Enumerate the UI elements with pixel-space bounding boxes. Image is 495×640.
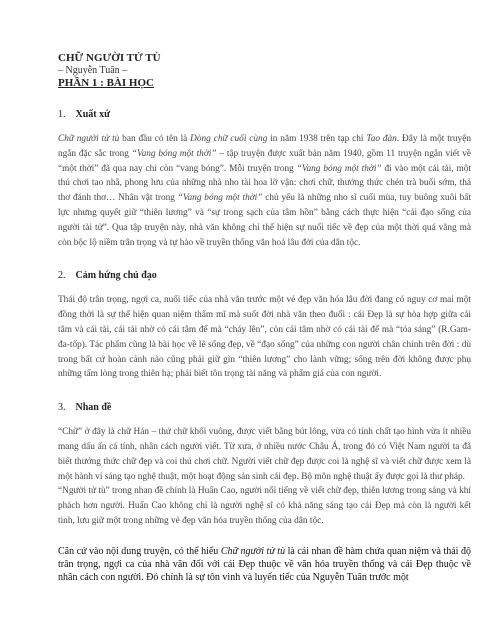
origin-paragraph bbox=[58, 132, 471, 250]
text-run: – tập truyện được xuất bản năm 1940, gồm 11 truyện ngắn viết về “một thời” đã qua nay chỉ còn “vang bóng”. Mỗi truyện trong bbox=[58, 148, 472, 174]
text-run: chủ yếu là những nho sĩ cuối mùa, tuy buông xuôi bất lực nhưng quyết giữ “thiên lương” và “sự trong sạch của tâm hồn” bằng cách thực hiện “cái đạo sống của người tài tử”. Qua tập truyện này, nhà văn không chỉ thể hiện sự nuối tiếc về đẹp của một thời quá vãng mà còn bộc lộ niềm trân trọng và tự hào về truyền thống văn hoá lâu đời của dân tộc. bbox=[58, 193, 471, 248]
section-title: Nhan đề bbox=[75, 402, 112, 414]
work-title: Chữ người tử tù bbox=[220, 545, 286, 557]
section-heading-inspiration bbox=[58, 270, 471, 281]
inspiration-paragraph: Thái độ trân trọng, ngợi ca, nuối tiếc của nhà văn trước một vẻ đẹp văn hóa lâu đời đang có nguy cơ mai một đồng thời là sự thể hiện quan niệm thẩm mĩ mà suốt đời nhà văn theo đuổi : cái Đẹp là sự hòa hợp giữa cái tâm và cái tài, cái tài nhờ có cái tâm để mà “cháy lên”, còn cái tâm nhờ có cái tài để mà “tỏa sáng” (R.Gam-đa-tốp). Tác phẩm cũng là bài học về lẽ sống đẹp, về “đạo sống” của những con người chân chính trên đời : dù trong bất cứ hoàn cảnh nào cũng phải giữ gìn “thiên lương” cho lành vững; sống trên đời không được phụ những tấm lòng trong thiên hạ; phải biết tôn trọng tài năng và phẩm giá của con người. bbox=[58, 295, 471, 380]
title-meaning-paragraph-2: “Người tử tù” trong nhan đề chính là Huấn Cao, người nổi tiếng về viết chữ đẹp, thiên lương trong sáng và khí phách hơn người. Huấn Cao không chỉ là người nghệ sĩ có khả năng sáng tạo cái Đẹp mà còn là người kết tinh, lưu giữ một trong những vẻ đẹp văn hóa truyền thống của dân tộc. bbox=[58, 486, 471, 526]
section-heading-title-meaning bbox=[58, 402, 471, 413]
section-number: 2. bbox=[58, 270, 66, 282]
section-number: 3. bbox=[58, 402, 66, 414]
collection-title: “Vang bóng một thời” bbox=[296, 163, 382, 174]
section-heading-origin bbox=[58, 109, 471, 120]
title-meaning-paragraph-1: “Chữ” ở đây là chữ Hán – thứ chữ khối vuông, được viết bằng bút lông, vừa có tính chất tạo hình vừa ít nhiều mang dấu ấn cá tính, nhân cách người viết. Từ xưa, ở nhiều nước Châu Á, trong đó có Việt Nam người ta đã biết thưởng thức chữ đẹp và coi thú chơi chữ. Người viết chữ đẹp được coi là nghệ sĩ và viết chữ được xem là một hành vi sáng tạo nghệ thuật, một hoạt động sản sinh cái đẹp. Bộ môn nghệ thuật ấy được gọi là thư pháp. bbox=[58, 427, 471, 482]
section-number: 1. bbox=[58, 109, 66, 120]
section-title: Cảm hứng chủ đạo bbox=[75, 270, 157, 282]
magazine-title: Tao đàn bbox=[366, 134, 397, 144]
conclusion-paragraph bbox=[58, 545, 471, 584]
text-run: là cái nhan đề hàm chứa quan niệm và thái độ trân trọng, ngợi ca của nhà văn đối với cái Đẹp thuộc về văn hóa truyền thống và cái Đẹp thuộc về nhân cách con người. Đó chính là sự tôn vinh và luyến tiếc của Nguyễn Tuân trước một bbox=[58, 545, 471, 583]
original-title: Dòng chữ cuối cùng bbox=[190, 134, 268, 144]
section-title: Xuất xứ bbox=[75, 109, 111, 120]
part-heading: PHẦN 1 : BÀI HỌC bbox=[58, 77, 154, 89]
text-run: . Đây là một truyện ngắn đặc sắc trong bbox=[58, 134, 471, 159]
text-run: ban đầu có tên là bbox=[119, 134, 191, 144]
work-title: Chữ người tử tù bbox=[58, 134, 120, 144]
text-run: in năm 1938 trên tạp chí bbox=[267, 134, 367, 144]
collection-title: “Vang bóng một thời” bbox=[177, 193, 263, 204]
text-run: Căn cứ vào nội dung truyện, có thể hiểu bbox=[58, 545, 221, 557]
text-run: đi vào một cái tài, một thú chơi tao nhã, phong lưu của những nhà nho tài hoa lỡ vận: chơi chữ, thưởng thức chén trà buổi sớm, thả thơ đánh thơ… Nhân vật trong bbox=[58, 163, 471, 204]
document-author: – Nguyễn Tuân – bbox=[58, 65, 128, 76]
document-title: CHỮ NGƯỜI TỬ TÙ bbox=[58, 52, 161, 64]
collection-title: “Vang bóng một thời” bbox=[131, 148, 217, 159]
